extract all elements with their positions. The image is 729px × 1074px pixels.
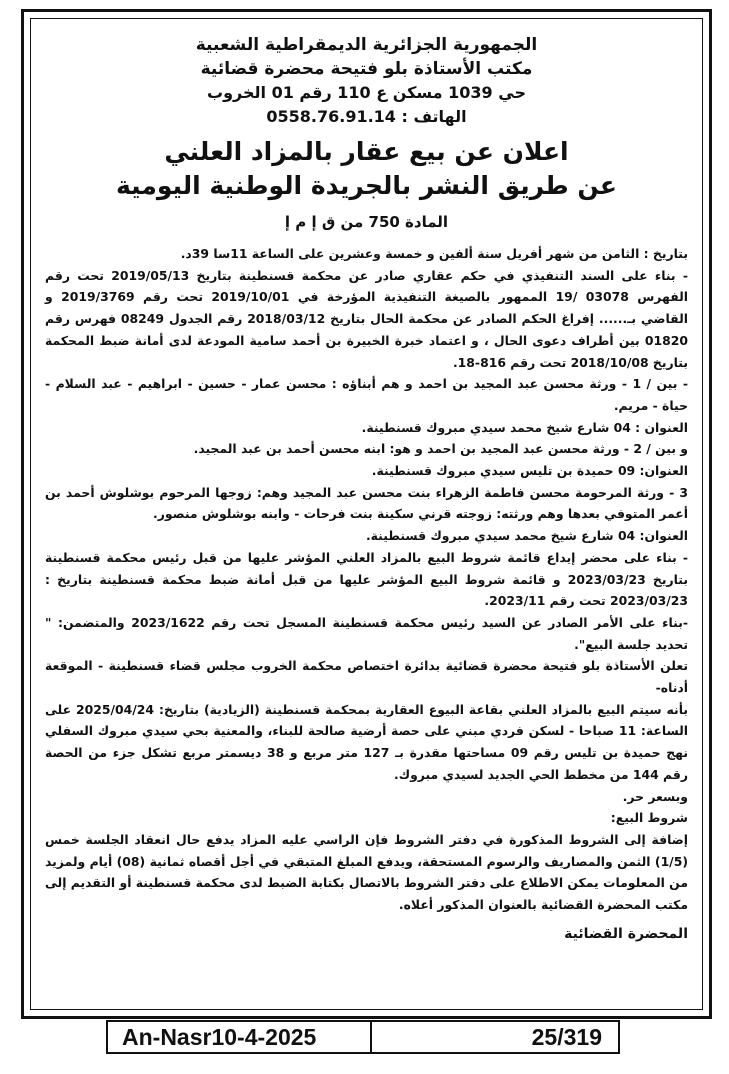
publication-footer <box>106 1020 620 1054</box>
body-paragraph: إضافة إلى الشروط المذكورة في دفتر الشروط فإن الراسي عليه المزاد يدفع حال انعقاد الجلسة خمس (1/5) الثمن والمصاريف والرسوم المستحقة، ويدفع المبلغ المتبقي في أجل أقصاه ثمانية (08) أيام ولمزيد من المعلومات يمكن الاطلاع على دفتر الشروط بالاتصال بكتابة الضبط لدى محكمة قسنطينة أو التقديم إلى مكتب المحضرة القضائية بالعنوان المذكور أعلاه. <box>45 831 689 913</box>
office-name: مكتب الأستاذة بلو فتيحة محضرة قضائية <box>200 59 533 79</box>
announcement-body <box>45 243 688 916</box>
body-paragraph: بتاريخ : الثامن من شهر أفريل سنة ألفين و خمسة وعشرين على الساعة 11سا 39د. <box>180 246 688 261</box>
body-paragraph: العنوان : 04 شارع شيخ محمد سيدي مبروك قسنطينة. <box>361 419 688 435</box>
publication-reference: 25/319 <box>531 1023 602 1050</box>
republic-name: الجمهورية الجزائرية الديمقراطية الشعبية <box>195 35 538 55</box>
title-line-2: عن طريق النشر بالجريدة الوطنية اليومية <box>115 171 617 200</box>
body-paragraph: و بين / 2 - ورثة محسن عبد المجيد بن احمد و هو: ابنه محسن أحمد بن عبد المجيد. <box>193 441 688 457</box>
body-paragraph: العنوان: 09 حميدة بن تليس سيدي مبروك قسنطينة. <box>371 463 688 479</box>
body-paragraph: وبسعر حر. <box>622 788 688 804</box>
announcement-inner-border <box>30 18 703 1010</box>
announcement-title <box>45 135 688 203</box>
footer-divider <box>370 1022 372 1052</box>
title-line-1: اعلان عن بيع عقار بالمزاد العلني <box>164 137 569 166</box>
body-paragraph: - بين / 1 - ورثة محسن عبد المجيد بن احمد و هم أبناؤه : محسن عمار - حسين - ابراهيم - عبد السلام - حياة - مريم. <box>45 376 688 413</box>
office-phone: الهاتف : 0558.76.91.14 <box>266 107 467 126</box>
body-paragraph: بأنه سيتم البيع بالمزاد العلني بقاعة البيوع العقارية بمحكمة قسنطينة (الزيادية) بتاريخ: 2025/04/24 على الساعة: 11 صباحا - لسكن فردي مبني على حصة أرضية صالحة للبناء، والمعنية بحي سيدي مبروك السفلي نهج حميدة بن تليس رقم 09 مساحتها مقدرة بـ 127 متر مربع و 38 ديسمتر مربع تشكل جزء من الحصة رقم 144 من مخطط الحي الجديد لسيدي مبروك. <box>45 701 688 782</box>
office-address: حي 1039 مسكن ع 110 رقم 01 الخروب <box>207 83 526 102</box>
body-paragraph: - بناء على محضر إيداع قائمة شروط البيع بالمزاد العلني المؤشر عليها من قبل رئيس محكمة قسنطينة بتاريخ 2023/03/23 و قائمة شروط البيع المؤشر عليها من قبل أمانة ضبط محكمة قسنطينة بتاريخ : 2023/03/23 تحت رقم 2023/11. <box>45 549 688 609</box>
office-header <box>45 33 688 129</box>
announcement-frame <box>21 9 712 1019</box>
body-paragraph: تعلن الأستاذة بلو فتيحة محضرة قضائية بدائرة اختصاص محكمة الخروب مجلس قضاء قسنطينة - الموقعة أدناه- <box>45 658 688 696</box>
publication-source: An-Nasr10-4-2025 <box>122 1023 317 1050</box>
body-paragraph: شروط البيع: <box>610 810 688 826</box>
body-paragraph: - بناء على السند التنفيذي في حكم عقاري صادر عن محكمة قسنطينة بتاريخ 2019/05/13 تحت رقم الفهرس 03078 /19 الممهور بالصيغة التنفيذية المؤرخة في 2019/10/01 تحت رقم 2019/3769 و القاضي بـ...... إفراغ الحكم الصادر عن محكمة الحال بتاريخ 2018/03/12 رقم الجدول 08249 فهرس رقم 01820 بين أطراف دعوى الحال ، و اعتماد خبرة الخبيرة بن أحمد سامية المودعة لدى أمانة ضبط المحكمة بتاريخ 2018/10/08 تحت رقم 816-18. <box>45 267 689 370</box>
legal-article: المادة 750 من ق إ م إ <box>284 213 449 231</box>
body-paragraph: 3 - ورثة المرحومة محسن فاطمة الزهراء بنت محسن عبد المجيد وهم: زوجها المرحوم بوشلوش أحمد بن أعمر المتوفي بعدها وهم ورثته: زوجته قرني سكينة بنت فرحات - وابنه بوشلوش منصور. <box>45 484 688 522</box>
body-paragraph: -بناء على الأمر الصادر عن السيد رئيس محكمة قسنطينة المسجل تحت رقم 2023/1622 والمتضمن: " تحديد جلسة البيع". <box>45 614 688 652</box>
body-paragraph: العنوان: 04 شارع شيخ محمد سيدي مبروك قسنطينة. <box>365 528 688 544</box>
signature: المحضرة القضائية <box>564 925 688 942</box>
